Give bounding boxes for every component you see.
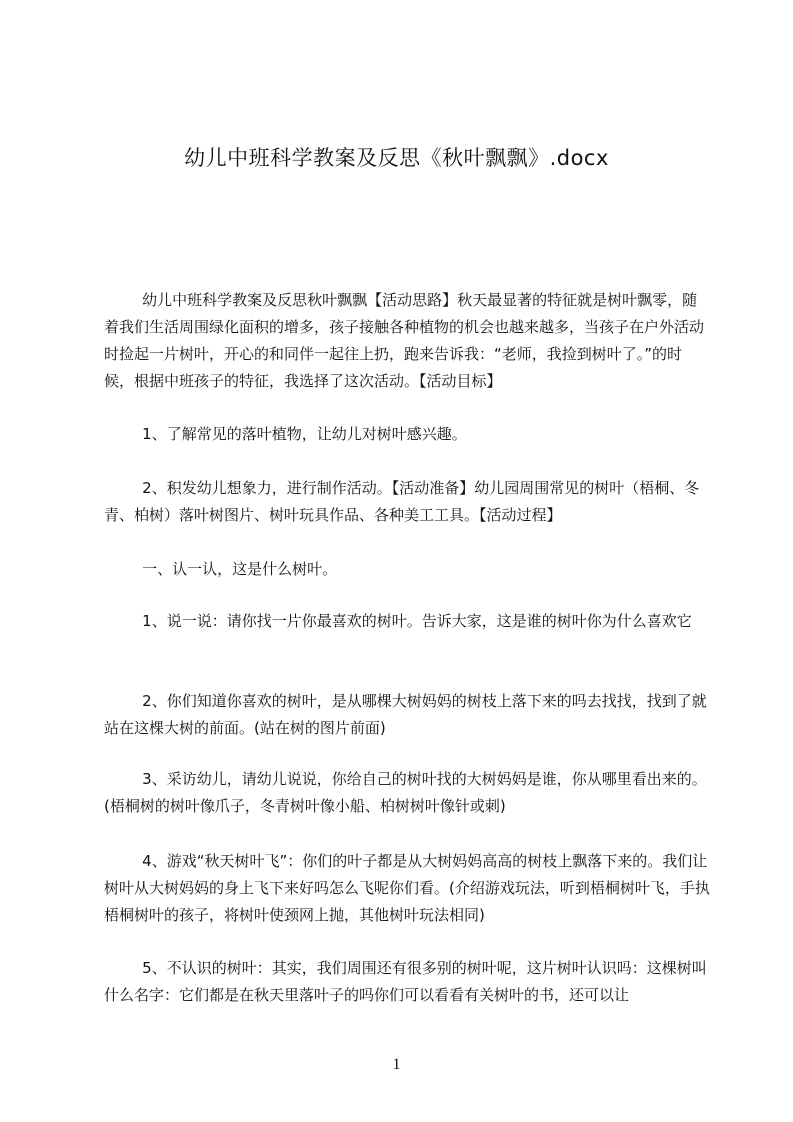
paragraph-activity-idea: 幼儿中班科学教案及反思秋叶飘飘【活动思路】秋天最显著的特征就是树叶飘零，随着我们生活周围绿化面积的增多，孩子接触各种植物的机会也越来越多，当孩子在户外活动时捡起一片树叶，开心的和同伴一起往上扔，跑来告诉我：“老师，我捡到树叶了。”的时候，根据中班孩子的特征，我选择了这次活动。【活动目标】: [104, 291, 705, 390]
paragraph-step-1-5: 5、不认识的树叶：其实，我们周围还有很多别的树叶呢，这片树叶认识吗：这棵树叫什么名字：它们都是在秋天里落叶子的吗你们可以看看有关树叶的书，还可以让: [104, 959, 707, 1004]
paragraph-step-1: 一、认一认，这是什么树叶。: [104, 560, 338, 578]
paragraph-step-1-4: 4、游戏“秋天树叶飞”：你们的叶子都是从大树妈妈高高的树枝上飘落下来的。我们让树叶从大树妈妈的身上飞下来好吗怎么飞呢你们看。(介绍游戏玩法，听到梧桐树叶飞，手执梧桐树叶的孩子，将树叶使颈网上抛，其他树叶玩法相同): [104, 852, 710, 924]
document-title: 幼儿中班科学教案及反思《秋叶飘飘》.docx: [184, 146, 609, 170]
paragraph-step-1-3: 3、采访幼儿，请幼儿说说，你给自己的树叶找的大树妈妈是谁，你从哪里看出来的。(梧桐树的树叶像爪子，冬青树叶像小船、柏树树叶像针或刺): [104, 770, 707, 815]
paragraph-goal-2: 2、积发幼儿想象力，进行制作活动。【活动准备】幼儿园周围常见的树叶（梧桐、冬青、柏树）落叶树图片、树叶玩具作品、各种美工工具。【活动过程】: [104, 479, 700, 524]
page-number: 1: [392, 1056, 401, 1073]
paragraph-step-1-1: 1、说一说：请你找一片你最喜欢的树叶。告诉大家，这是谁的树叶你为什么喜欢它: [104, 612, 692, 630]
paragraph-step-1-2: 2、你们知道你喜欢的树叶，是从哪棵大树妈妈的树枝上落下来的吗去找找，找到了就站在这棵大树的前面。(站在树的图片前面): [104, 692, 707, 737]
paragraph-goal-1: 1、了解常见的落叶植物，让幼儿对树叶感兴趣。: [104, 425, 467, 443]
